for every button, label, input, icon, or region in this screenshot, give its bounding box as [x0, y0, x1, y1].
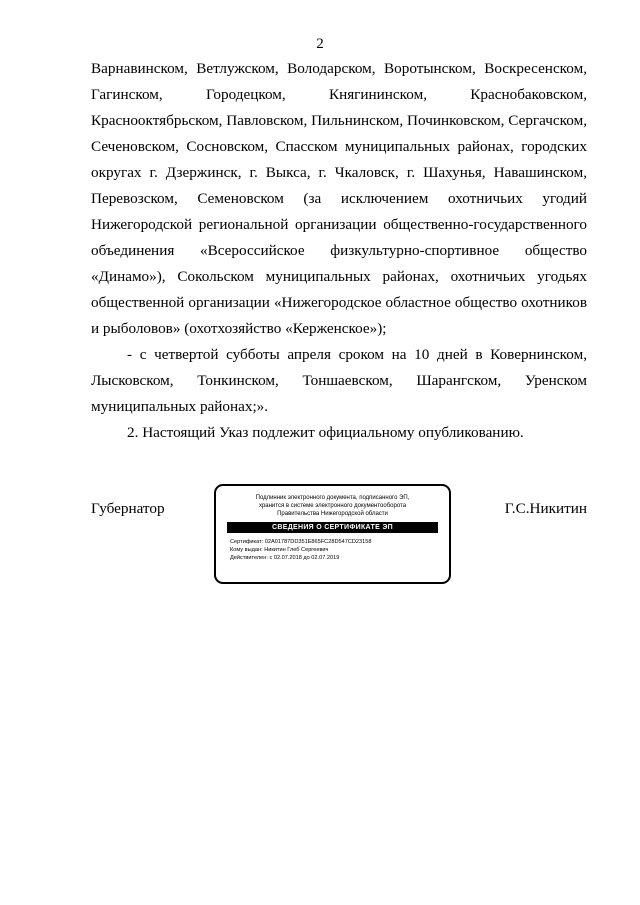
stamp-validity: Действителен: с 02.07.2018 до 02.07.2019 — [230, 555, 340, 561]
stamp-note-line: хранится в системе электронного документооборота — [258, 503, 407, 509]
electronic-signature-stamp — [214, 484, 451, 584]
document-body — [91, 56, 587, 446]
page-number: 2 — [316, 36, 324, 52]
stamp-note-line: Подлинник электронного документа, подписанного ЭП, — [255, 495, 410, 501]
paragraph-hunting-areas: Варнавинском, Ветлужском, Володарском, Воротынском, Воскресенском, Гагинском, Городецком, Княгининском, Краснобаковском, Краснооктябрьском, Павловском, Пильнинском, Починковском, Сергачском, Сеченовском, Сосновском, Спасском муниципальных районах, городских округах г. Дзержинск, г. Выкса, г. Чкаловск, г. Шахунья, Навашинском, Перевозском, Семеновском (за исключением охотничьих угодий Нижегородской региональной организации общественно-государственного объединения «Всероссийское физкультурно-спортивное общество «Динамо»), Сокольском муниципальных районах, охотничьих угодьях общественной организации «Нижегородское областное общество охотников и рыболовов» (охотхозяйство «Керженское»); — [91, 60, 587, 337]
signatory-position: Губернатор — [91, 500, 165, 517]
paragraph-publication: 2. Настоящий Указ подлежит официальному опубликованию. — [127, 424, 524, 441]
stamp-issued-to: Кому выдан: Никитин Глеб Сергеевич — [230, 547, 329, 553]
stamp-note — [216, 494, 449, 518]
signatory-name: Г.С.Никитин — [504, 500, 587, 517]
signature-block — [91, 484, 587, 588]
stamp-note-line: Правительства Нижегородской области — [277, 511, 388, 517]
stamp-certificate-number: Сертификат: 02A01787DD351E865FC28D547CD23158 — [230, 539, 372, 545]
stamp-details — [216, 538, 449, 562]
stamp-header: СВЕДЕНИЯ О СЕРТИФИКАТЕ ЭП — [227, 522, 438, 533]
paragraph-april-period: - с четвертой субботы апреля сроком на 10 дней в Ковернинском, Лысковском, Тонкинском, Тоншаевском, Шарангском, Уренском муниципальных районах;». — [91, 346, 587, 415]
